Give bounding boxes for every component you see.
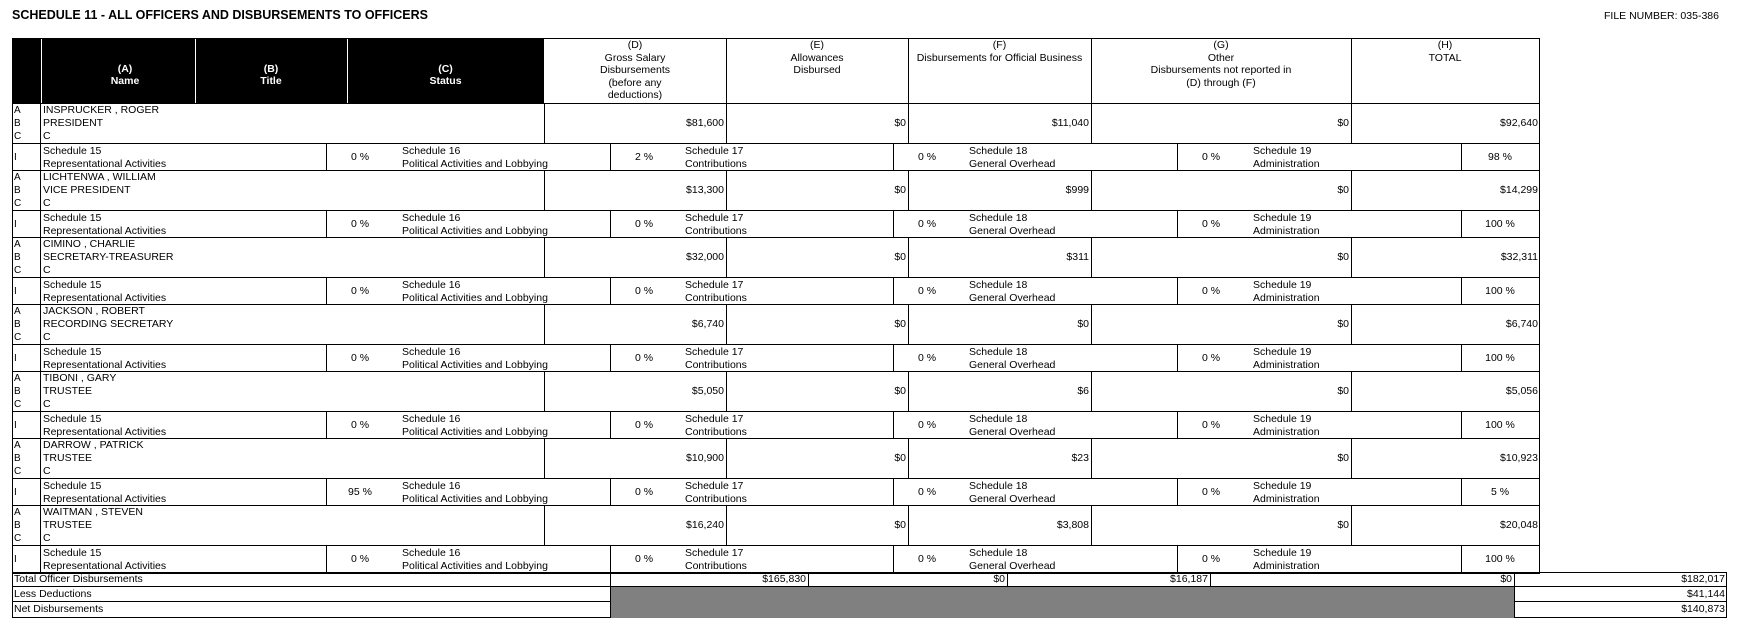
schedule-15-percent: 0 % bbox=[350, 419, 370, 431]
row-letter-i: I bbox=[13, 278, 41, 304]
schedule-16-percent: 0 % bbox=[634, 285, 654, 297]
total-value: $20,048 bbox=[1500, 519, 1538, 531]
allowances-value: $0 bbox=[894, 385, 906, 397]
officer-row bbox=[13, 104, 1539, 144]
schedule-15-label: Schedule 15 Representational Activities bbox=[43, 413, 167, 438]
schedule-16-percent: 0 % bbox=[634, 486, 654, 498]
schedule-16-label: Schedule 16 Political Activities and Lobbying bbox=[402, 212, 548, 237]
officer-title: TRUSTEE bbox=[43, 452, 93, 464]
schedule-19-label: Schedule 19 Administration bbox=[1253, 547, 1320, 572]
schedule-17-percent: 0 % bbox=[917, 285, 937, 297]
gross-salary-value: $81,600 bbox=[686, 117, 724, 129]
schedule-19-label: Schedule 19 Administration bbox=[1253, 279, 1320, 304]
row-letter-i: I bbox=[13, 479, 41, 505]
officer-title: TRUSTEE bbox=[43, 519, 93, 531]
schedule-17-percent: 0 % bbox=[917, 218, 937, 230]
officer-row bbox=[13, 506, 1539, 546]
officer-name: INSPRUCKER , ROGER bbox=[43, 104, 160, 116]
schedule-19-percent: 100 % bbox=[1485, 285, 1515, 297]
schedule-15-percent: 95 % bbox=[348, 486, 372, 498]
officer-row bbox=[13, 171, 1539, 211]
schedule-18-percent: 0 % bbox=[1201, 352, 1221, 364]
header-allowances: (E) Allowances Disbursed bbox=[790, 39, 844, 76]
schedule-15-percent: 0 % bbox=[350, 218, 370, 230]
total-allowances: $0 bbox=[993, 573, 1005, 585]
officer-schedule-row bbox=[13, 479, 1539, 506]
schedule-15-percent: 0 % bbox=[350, 151, 370, 163]
deductions-total: $41,144 bbox=[1687, 588, 1725, 600]
schedule-19-percent: 98 % bbox=[1488, 151, 1512, 163]
schedule-19-label: Schedule 19 Administration bbox=[1253, 212, 1320, 237]
officer-title: VICE PRESIDENT bbox=[43, 184, 131, 196]
schedule-16-label: Schedule 16 Political Activities and Lobbying bbox=[402, 346, 548, 371]
official-business-value: $999 bbox=[1065, 184, 1089, 196]
officer-name: LICHTENWA , WILLIAM bbox=[43, 171, 156, 183]
schedule-18-percent: 0 % bbox=[1201, 486, 1221, 498]
schedule-15-percent: 0 % bbox=[350, 352, 370, 364]
schedule-17-label: Schedule 17 Contributions bbox=[685, 480, 747, 505]
schedule-18-percent: 0 % bbox=[1201, 218, 1221, 230]
grand-total: $182,017 bbox=[1681, 573, 1725, 585]
schedule-17-percent: 0 % bbox=[917, 151, 937, 163]
officer-info bbox=[43, 104, 159, 143]
row-letter-i: I bbox=[13, 345, 41, 371]
row-letter-i: I bbox=[13, 546, 41, 572]
officer-status: C bbox=[43, 532, 51, 544]
official-business-value: $23 bbox=[1071, 452, 1089, 464]
schedule-19-percent: 100 % bbox=[1485, 218, 1515, 230]
total-value: $92,640 bbox=[1500, 117, 1538, 129]
schedule-16-percent: 0 % bbox=[634, 218, 654, 230]
officer-info bbox=[43, 372, 116, 411]
total-other: $0 bbox=[1500, 573, 1512, 585]
table-body bbox=[12, 104, 1540, 574]
officer-name: DARROW , PATRICK bbox=[43, 439, 144, 451]
row-letter-i: I bbox=[13, 144, 41, 170]
schedule-19-label: Schedule 19 Administration bbox=[1253, 346, 1320, 371]
schedule-19-percent: 5 % bbox=[1490, 486, 1510, 498]
shaded-area bbox=[610, 587, 1514, 618]
officer-status: C bbox=[43, 130, 51, 142]
schedule-17-percent: 0 % bbox=[917, 486, 937, 498]
schedule-16-label: Schedule 16 Political Activities and Lobbying bbox=[402, 145, 548, 170]
schedule-17-percent: 0 % bbox=[917, 419, 937, 431]
allowances-value: $0 bbox=[894, 117, 906, 129]
file-number: FILE NUMBER: 035-386 bbox=[1604, 10, 1719, 22]
schedule-17-percent: 0 % bbox=[917, 553, 937, 565]
schedule-15-percent: 0 % bbox=[350, 553, 370, 565]
officer-title: TRUSTEE bbox=[43, 385, 93, 397]
officer-row bbox=[13, 439, 1539, 479]
gross-salary-value: $16,240 bbox=[686, 519, 724, 531]
schedule-15-label: Schedule 15 Representational Activities bbox=[43, 346, 167, 371]
officer-name: CIMINO , CHARLIE bbox=[43, 238, 136, 250]
officer-info bbox=[43, 439, 144, 478]
other-disbursements-value: $0 bbox=[1337, 519, 1349, 531]
other-disbursements-value: $0 bbox=[1337, 117, 1349, 129]
gross-salary-value: $32,000 bbox=[686, 251, 724, 263]
row-letters: A B C bbox=[13, 506, 41, 545]
officer-row bbox=[13, 305, 1539, 345]
row-letters: A B C bbox=[13, 171, 41, 210]
gross-salary-value: $6,740 bbox=[691, 318, 724, 330]
row-letters: A B C bbox=[13, 104, 41, 143]
header-gross-salary: (D) Gross Salary Disbursements (before any deductions) bbox=[599, 39, 671, 101]
other-disbursements-value: $0 bbox=[1337, 184, 1349, 196]
gross-salary-value: $13,300 bbox=[686, 184, 724, 196]
schedule-17-label: Schedule 17 Contributions bbox=[685, 413, 747, 438]
schedule-18-label: Schedule 18 General Overhead bbox=[969, 145, 1056, 170]
officer-title: RECORDING SECRETARY bbox=[43, 318, 174, 330]
officer-status: C bbox=[43, 197, 51, 209]
schedule-19-percent: 100 % bbox=[1485, 553, 1515, 565]
schedule-18-label: Schedule 18 General Overhead bbox=[969, 279, 1056, 304]
official-business-value: $11,040 bbox=[1051, 117, 1089, 129]
allowances-value: $0 bbox=[894, 452, 906, 464]
total-gross-salary: $165,830 bbox=[762, 573, 806, 585]
schedule-19-label: Schedule 19 Administration bbox=[1253, 145, 1320, 170]
officer-info bbox=[43, 171, 156, 210]
officer-schedule-row bbox=[13, 345, 1539, 372]
officer-title: PRESIDENT bbox=[43, 117, 104, 129]
officer-schedule-row bbox=[13, 211, 1539, 238]
schedule-15-label: Schedule 15 Representational Activities bbox=[43, 480, 167, 505]
officer-status: C bbox=[43, 331, 51, 343]
schedule-17-label: Schedule 17 Contributions bbox=[685, 547, 747, 572]
schedule-17-label: Schedule 17 Contributions bbox=[685, 279, 747, 304]
other-disbursements-value: $0 bbox=[1337, 452, 1349, 464]
other-disbursements-value: $0 bbox=[1337, 318, 1349, 330]
total-value: $5,056 bbox=[1505, 385, 1538, 397]
schedule-19-percent: 100 % bbox=[1485, 352, 1515, 364]
row-letters: A B C bbox=[13, 372, 41, 411]
schedule-19-percent: 100 % bbox=[1485, 419, 1515, 431]
table-header bbox=[12, 38, 1540, 104]
schedule-18-label: Schedule 18 General Overhead bbox=[969, 212, 1056, 237]
total-value: $32,311 bbox=[1500, 251, 1538, 263]
schedule-18-label: Schedule 18 General Overhead bbox=[969, 413, 1056, 438]
header-status: (C) Status bbox=[429, 62, 462, 87]
officer-row bbox=[13, 372, 1539, 412]
header-name: (A) Name bbox=[110, 62, 140, 87]
schedule-16-label: Schedule 16 Political Activities and Lobbying bbox=[402, 279, 548, 304]
schedule-16-label: Schedule 16 Political Activities and Lobbying bbox=[402, 413, 548, 438]
officer-name: TIBONI , GARY bbox=[43, 372, 117, 384]
other-disbursements-value: $0 bbox=[1337, 251, 1349, 263]
total-value: $14,299 bbox=[1500, 184, 1538, 196]
officer-schedule-row bbox=[13, 546, 1539, 573]
officers-table bbox=[12, 38, 1540, 574]
schedule-19-label: Schedule 19 Administration bbox=[1253, 413, 1320, 438]
schedule-16-percent: 2 % bbox=[634, 151, 654, 163]
officer-name: WAITMAN , STEVEN bbox=[43, 506, 143, 518]
header-official-business: (F) Disbursements for Official Business bbox=[916, 39, 1083, 64]
schedule-16-label: Schedule 16 Political Activities and Lobbying bbox=[402, 547, 548, 572]
schedule-15-label: Schedule 15 Representational Activities bbox=[43, 145, 167, 170]
other-disbursements-value: $0 bbox=[1337, 385, 1349, 397]
totals-section bbox=[12, 572, 1727, 618]
schedule-16-percent: 0 % bbox=[634, 419, 654, 431]
total-officer-disbursements-label: Total Officer Disbursements bbox=[14, 573, 143, 585]
schedule-15-label: Schedule 15 Representational Activities bbox=[43, 212, 167, 237]
allowances-value: $0 bbox=[894, 184, 906, 196]
official-business-value: $3,808 bbox=[1056, 519, 1089, 531]
schedule-18-percent: 0 % bbox=[1201, 151, 1221, 163]
officer-info bbox=[43, 238, 174, 277]
official-business-value: $0 bbox=[1077, 318, 1089, 330]
schedule-17-percent: 0 % bbox=[917, 352, 937, 364]
schedule-18-label: Schedule 18 General Overhead bbox=[969, 346, 1056, 371]
schedule-18-percent: 0 % bbox=[1201, 553, 1221, 565]
row-letters: A B C bbox=[13, 238, 41, 277]
allowances-value: $0 bbox=[894, 519, 906, 531]
allowances-value: $0 bbox=[894, 318, 906, 330]
schedule-15-label: Schedule 15 Representational Activities bbox=[43, 279, 167, 304]
allowances-value: $0 bbox=[894, 251, 906, 263]
header-other-disbursements: (G) Other Disbursements not reported in (D) through (F) bbox=[1150, 39, 1292, 89]
officer-info bbox=[43, 506, 143, 545]
net-total: $140,873 bbox=[1681, 603, 1725, 615]
schedule-18-percent: 0 % bbox=[1201, 285, 1221, 297]
official-business-value: $6 bbox=[1077, 385, 1089, 397]
officer-info bbox=[43, 305, 173, 344]
row-letter-i: I bbox=[13, 211, 41, 237]
schedule-16-percent: 0 % bbox=[634, 553, 654, 565]
schedule-18-percent: 0 % bbox=[1201, 419, 1221, 431]
net-disbursements-label: Net Disbursements bbox=[14, 603, 104, 615]
gross-salary-value: $10,900 bbox=[686, 452, 724, 464]
officer-row bbox=[13, 238, 1539, 278]
less-deductions-label: Less Deductions bbox=[14, 588, 92, 600]
gross-salary-value: $5,050 bbox=[691, 385, 724, 397]
row-letter-i: I bbox=[13, 412, 41, 438]
schedule-15-label: Schedule 15 Representational Activities bbox=[43, 547, 167, 572]
schedule-19-label: Schedule 19 Administration bbox=[1253, 480, 1320, 505]
officer-name: JACKSON , ROBERT bbox=[43, 305, 145, 317]
schedule-16-label: Schedule 16 Political Activities and Lobbying bbox=[402, 480, 548, 505]
header-title: (B) Title bbox=[260, 62, 282, 87]
officer-schedule-row bbox=[13, 278, 1539, 305]
schedule-17-label: Schedule 17 Contributions bbox=[685, 212, 747, 237]
page-title: SCHEDULE 11 - ALL OFFICERS AND DISBURSEMENTS TO OFFICERS bbox=[12, 8, 429, 22]
officer-status: C bbox=[43, 465, 51, 477]
header-total: (H) TOTAL bbox=[1428, 39, 1462, 64]
total-value: $10,923 bbox=[1500, 452, 1538, 464]
total-official-business: $16,187 bbox=[1170, 573, 1208, 585]
officer-title: SECRETARY-TREASURER bbox=[43, 251, 174, 263]
schedule-18-label: Schedule 18 General Overhead bbox=[969, 480, 1056, 505]
officer-status: C bbox=[43, 264, 51, 276]
official-business-value: $311 bbox=[1066, 251, 1089, 263]
schedule-15-percent: 0 % bbox=[350, 285, 370, 297]
schedule-17-label: Schedule 17 Contributions bbox=[685, 346, 747, 371]
officer-schedule-row bbox=[13, 412, 1539, 439]
schedule-17-label: Schedule 17 Contributions bbox=[685, 145, 747, 170]
officer-status: C bbox=[43, 398, 51, 410]
row-letters: A B C bbox=[13, 439, 41, 478]
schedule-18-label: Schedule 18 General Overhead bbox=[969, 547, 1056, 572]
officer-schedule-row bbox=[13, 144, 1539, 171]
schedule-16-percent: 0 % bbox=[634, 352, 654, 364]
total-value: $6,740 bbox=[1505, 318, 1538, 330]
row-letters: A B C bbox=[13, 305, 41, 344]
